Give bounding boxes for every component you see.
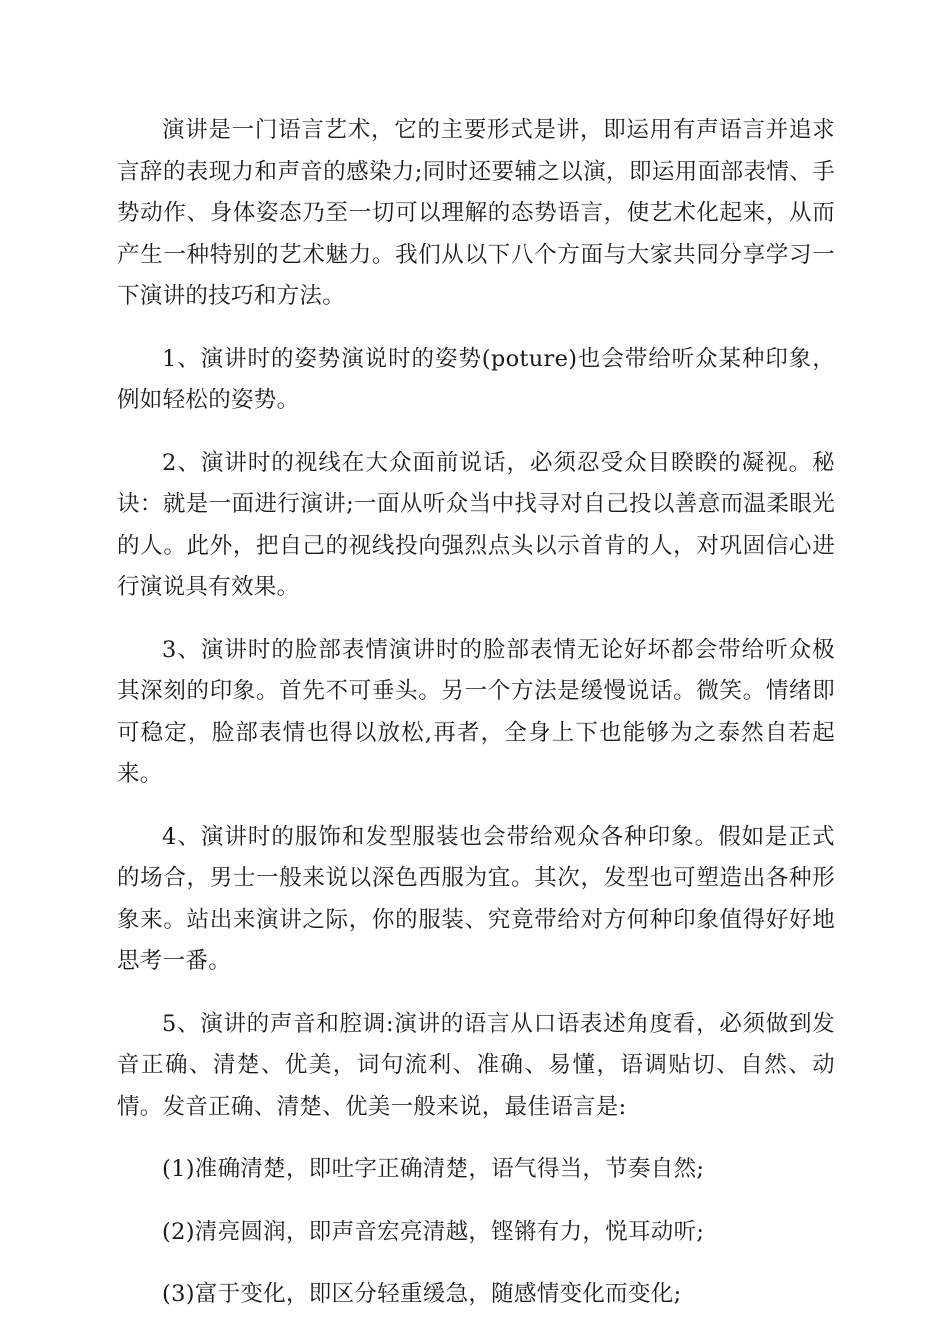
- paragraph-attire: 4、演讲时的服饰和发型服装也会带给观众各种印象。假如是正式的场合，男士一般来说以深色西服为宜。其次，发型也可塑造出各种形象来。站出来演讲之际，你的服装、究竟带给对方何种印象值得好好地思考一番。: [117, 823, 835, 974]
- paragraph-facial-expression: 3、演讲时的脸部表情演讲时的脸部表情无论好坏都会带给听众极其深刻的印象。首先不可垂头。另一个方法是缓慢说话。微笑。情绪即可稳定，脸部表情也得以放松,再者，全身上下也能够为之泰然自若起来。: [117, 636, 835, 787]
- list-item-1: (1)准确清楚，即吐字正确清楚，语气得当，节奏自然;: [162, 1156, 705, 1182]
- paragraph-posture: 1、演讲时的姿势演说时的姿势(poture)也会带给听众某种印象，例如轻松的姿势。: [117, 345, 835, 413]
- paragraph-intro: 演讲是一门语言艺术，它的主要形式是讲，即运用有声语言并追求言辞的表现力和声音的感染力;同时还要辅之以演，即运用面部表情、手势动作、身体姿态乃至一切可以理解的态势语言，使艺术化起来，从而产生一种特别的艺术魅力。我们从以下八个方面与大家共同分享学习一下演讲的技巧和方法。: [117, 117, 835, 309]
- document-body: [117, 110, 835, 1337]
- paragraph-voice: 5、演讲的声音和腔调:演讲的语言从口语表述角度看，必须做到发音正确、清楚、优美，词句流利、准确、易懂，语调贴切、自然、动情。发音正确、清楚、优美一般来说，最佳语言是:: [117, 1010, 835, 1120]
- list-item-3: (3)富于变化，即区分轻重缓急，随感情变化而变化;: [162, 1281, 682, 1307]
- list-item-2: (2)清亮圆润，即声音宏亮清越，铿锵有力，悦耳动听;: [162, 1218, 705, 1245]
- paragraph-gaze: 2、演讲时的视线在大众面前说话，必须忍受众目睽睽的凝视。秘诀：就是一面进行演讲;一面从听众当中找寻对自己投以善意而温柔眼光的人。此外，把自己的视线投向强烈点头以示首肯的人，对巩固信心进行演说具有效果。: [117, 449, 835, 600]
